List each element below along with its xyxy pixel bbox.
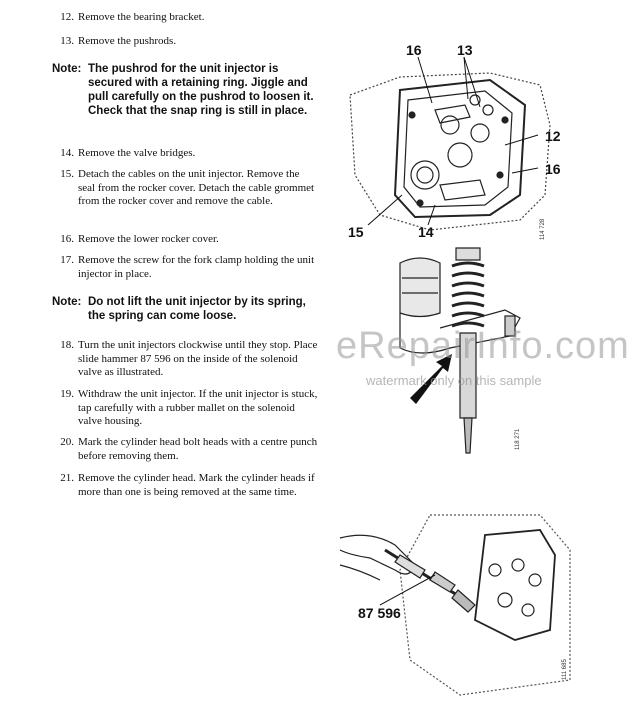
callout-14: 14 (418, 224, 434, 240)
callout-16-top: 16 (406, 42, 422, 58)
step-number: 19. (60, 388, 74, 400)
step-number: 17. (60, 254, 74, 266)
callout-13: 13 (457, 42, 473, 58)
step-number: 15. (60, 168, 74, 180)
step-text: Detach the cables on the unit injector. Remove the seal from the rocker cover. Detach the cable grommet from the rocker cover and remove the cable. (78, 168, 315, 207)
watermark-note: watermark only on this sample (366, 373, 542, 388)
figure-id-1: 114 728 (540, 218, 546, 240)
step-number: 12. (60, 11, 74, 23)
callout-15: 15 (348, 224, 364, 240)
callout-12: 12 (545, 128, 561, 144)
step-text: Remove the pushrods. (78, 35, 177, 47)
note-label: Note: (52, 63, 82, 75)
step-number: 14. (60, 147, 74, 159)
note-text: The pushrod for the unit injector is secured with a retaining ring. Jiggle and pull carefully on the pushrod to loosen it. Check that the snap ring is still in place. (88, 63, 314, 117)
callout-16-right: 16 (545, 161, 561, 177)
step-number: 18. (60, 339, 74, 351)
step-text: Remove the lower rocker cover. (78, 233, 219, 245)
figure-id-2: 118 271 (515, 428, 521, 450)
figure-cylinder-head (340, 55, 570, 245)
step-number: 21. (60, 472, 74, 484)
step-text: Remove the screw for the fork clamp holding the unit injector in place. (78, 254, 315, 280)
step-text: Turn the unit injectors clockwise until they stop. Place slide hammer 87 596 on the inside of the solenoid valve as illustrated. (78, 339, 318, 378)
figure-id-3: 111 685 (562, 659, 568, 680)
watermark-brand: eRepairInfo.com (336, 325, 630, 367)
tool-number-label: 87 596 (358, 605, 401, 621)
step-text: Remove the cylinder head. Mark the cylinder heads if more than one is being removed at the same time. (78, 472, 315, 498)
step-number: 16. (60, 233, 74, 245)
step-text: Remove the bearing bracket. (78, 11, 205, 23)
step-number: 20. (60, 436, 74, 448)
step-number: 13. (60, 35, 74, 47)
note-text: Do not lift the unit injector by its spring, the spring can come loose. (88, 296, 306, 322)
note-label: Note: (52, 296, 82, 308)
step-text: Mark the cylinder head bolt heads with a centre punch before removing them. (78, 436, 318, 462)
step-text: Withdraw the unit injector. If the unit injector is stuck, tap carefully with a rubber mallet on the solenoid valve housing. (78, 388, 318, 427)
step-text: Remove the valve bridges. (78, 147, 196, 159)
